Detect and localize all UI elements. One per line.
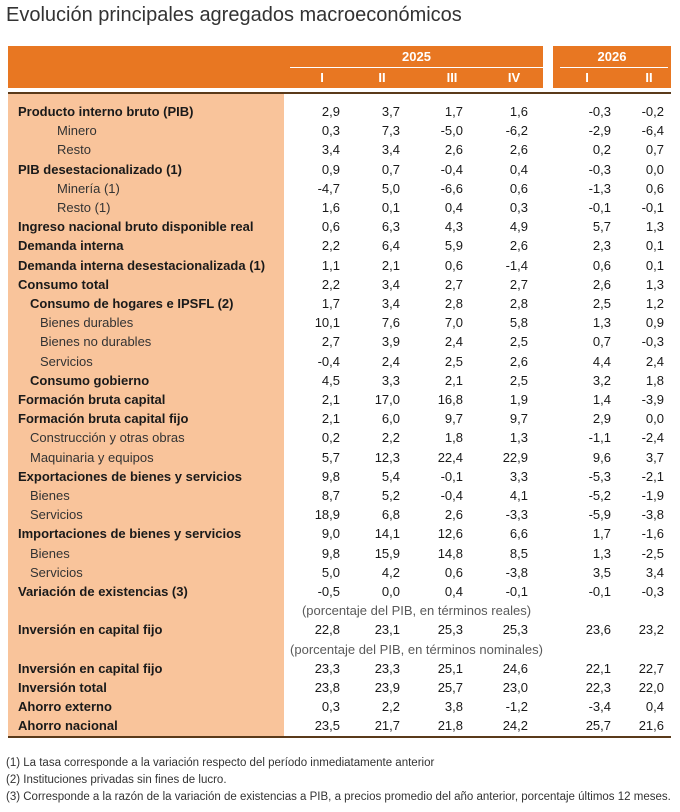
value-cell: -1,2: [505, 699, 528, 715]
table-row: [0, 620, 680, 639]
value-cell: 3,4: [381, 276, 400, 292]
value-cell: -0,3: [588, 104, 611, 119]
value-cell: 2,3: [592, 238, 611, 254]
value-cell: 2,1: [321, 411, 340, 427]
table-row: [0, 505, 680, 524]
value-cell: 23,3: [314, 660, 340, 676]
table-row: [0, 332, 680, 351]
table-row: [0, 582, 680, 601]
row-label: Inversión en capital fijo: [18, 660, 163, 676]
quarter-label-2025: I: [320, 70, 324, 85]
value-cell: 12,6: [437, 526, 463, 542]
value-cell: -4,7: [317, 180, 340, 196]
value-cell: -3,3: [505, 507, 528, 523]
value-cell: 3,5: [592, 564, 611, 580]
table-row: [0, 697, 680, 716]
value-cell: -2,1: [641, 468, 664, 484]
value-cell: 4,1: [509, 488, 528, 503]
footnote-2: (2) Instituciones privadas sin fines de lucro.: [6, 774, 227, 786]
value-cell: 1,1: [321, 257, 340, 273]
value-cell: -0,1: [641, 200, 664, 215]
footnote-1: (1) La tasa corresponde a la variación respecto del período inmediatamente anterior: [6, 757, 435, 769]
table-row: [0, 390, 680, 409]
row-label: Bienes no durables: [40, 334, 152, 350]
unit-note: (porcentaje del PIB, en términos nominales): [290, 641, 543, 657]
value-cell: 23,9: [374, 680, 400, 695]
row-label: Servicios: [40, 353, 93, 369]
value-cell: 8,7: [321, 488, 340, 503]
table-row: [0, 428, 680, 447]
value-cell: -2,5: [641, 545, 664, 561]
table-row: [0, 352, 680, 371]
value-cell: -1,9: [641, 488, 664, 503]
value-cell: 2,5: [509, 334, 528, 350]
value-cell: 0,6: [444, 564, 463, 580]
value-cell: 6,8: [381, 507, 400, 523]
value-cell: -1,3: [588, 180, 611, 196]
value-cell: 2,7: [444, 276, 463, 292]
value-cell: 5,4: [381, 468, 400, 484]
value-cell: 1,7: [321, 296, 340, 311]
table-row: [0, 524, 680, 543]
value-cell: 2,8: [444, 296, 463, 311]
quarter-label-2025: II: [378, 70, 386, 85]
value-cell: 6,0: [381, 411, 400, 427]
value-cell: -0,5: [317, 584, 340, 599]
value-cell: -0,1: [505, 584, 528, 599]
value-cell: 3,8: [444, 699, 463, 715]
value-cell: 0,4: [509, 161, 528, 177]
value-cell: 21,8: [437, 718, 463, 734]
row-label: Construcción y otras obras: [30, 430, 185, 446]
unit-note-row: [0, 601, 680, 620]
value-cell: 0,0: [645, 161, 664, 177]
value-cell: 17,0: [374, 392, 400, 407]
value-cell: 7,3: [381, 123, 400, 139]
value-cell: 24,2: [502, 718, 528, 734]
table-row: [0, 467, 680, 486]
value-cell: 1,8: [645, 372, 664, 388]
row-label: Minero: [57, 123, 97, 139]
row-label: Resto (1): [57, 200, 111, 215]
value-cell: -6,6: [440, 180, 463, 196]
top-separator: [8, 92, 671, 94]
value-cell: 3,4: [381, 296, 400, 311]
table-row: [0, 294, 680, 313]
row-label: Bienes durables: [40, 315, 134, 331]
quarter-label-2025: III: [446, 70, 458, 85]
row-label: Demanda interna: [18, 238, 124, 254]
value-cell: 2,4: [645, 353, 664, 369]
row-label: Maquinaria y equipos: [30, 449, 154, 465]
row-label: PIB desestacionalizado (1): [18, 161, 182, 177]
value-cell: 1,6: [321, 200, 340, 215]
row-label: Formación bruta capital fijo: [18, 411, 189, 427]
value-cell: 0,9: [321, 161, 340, 177]
value-cell: 4,3: [444, 219, 463, 235]
header-divider-2025: [290, 67, 543, 68]
table-row: [0, 198, 680, 217]
table-row: [0, 486, 680, 505]
value-cell: 6,4: [381, 238, 400, 254]
row-label: Exportaciones de bienes y servicios: [18, 468, 242, 484]
value-cell: 9,8: [321, 545, 340, 561]
value-cell: 1,3: [509, 430, 528, 446]
value-cell: 5,2: [381, 488, 400, 503]
value-cell: 2,5: [509, 372, 528, 388]
value-cell: 2,6: [509, 238, 528, 254]
table-row: [0, 678, 680, 697]
value-cell: 15,9: [374, 545, 400, 561]
value-cell: 2,1: [321, 392, 340, 407]
value-cell: 14,1: [374, 526, 400, 542]
table-row: [0, 217, 680, 236]
table-row: [0, 140, 680, 159]
value-cell: 23,5: [314, 718, 340, 734]
value-cell: -0,1: [440, 468, 463, 484]
value-cell: 0,1: [645, 257, 664, 273]
value-cell: 4,4: [592, 353, 611, 369]
row-label: Minería (1): [57, 180, 120, 196]
value-cell: -3,4: [588, 699, 611, 715]
value-cell: 0,4: [444, 584, 463, 599]
value-cell: -1,6: [641, 526, 664, 542]
value-cell: 0,2: [592, 142, 611, 158]
bottom-separator: [8, 736, 671, 738]
table-row: [0, 313, 680, 332]
value-cell: 12,3: [374, 449, 400, 465]
value-cell: 5,0: [381, 180, 400, 196]
header-divider-2026: [560, 67, 668, 68]
value-cell: 22,1: [585, 660, 611, 676]
value-cell: 23,2: [638, 622, 664, 638]
row-label: Ahorro externo: [18, 699, 112, 715]
value-cell: 4,5: [321, 372, 340, 388]
value-cell: -0,4: [317, 353, 340, 369]
row-label: Bienes: [30, 545, 70, 561]
row-label: Inversión total: [18, 680, 107, 695]
value-cell: 0,0: [381, 584, 400, 599]
row-label: Importaciones de bienes y servicios: [18, 526, 242, 542]
table-row: [0, 275, 680, 294]
value-cell: 1,2: [645, 296, 664, 311]
value-cell: -6,4: [641, 123, 664, 139]
value-cell: 3,9: [381, 334, 400, 350]
value-cell: -3,8: [641, 507, 664, 523]
table-row: [0, 256, 680, 275]
value-cell: 8,5: [509, 545, 528, 561]
year-2025-label: 2025: [402, 49, 431, 64]
value-cell: 2,5: [444, 353, 463, 369]
row-label: Consumo total: [18, 276, 109, 292]
value-cell: -3,8: [505, 564, 528, 580]
value-cell: 0,6: [645, 180, 664, 196]
table-row: [0, 409, 680, 428]
value-cell: 9,0: [321, 526, 340, 542]
row-label: Servicios: [30, 507, 83, 523]
value-cell: -5,2: [588, 488, 611, 503]
value-cell: 2,2: [321, 238, 340, 254]
value-cell: -5,3: [588, 468, 611, 484]
value-cell: 0,4: [645, 699, 664, 715]
value-cell: 7,6: [381, 315, 400, 331]
value-cell: 0,3: [321, 699, 340, 715]
value-cell: 18,9: [314, 507, 340, 523]
value-cell: 6,6: [509, 526, 528, 542]
value-cell: 0,7: [645, 142, 664, 158]
table-row: [0, 160, 680, 179]
footnote-3: (3) Corresponde a la razón de la variación de existencias a PIB, a precios promedio del año anterior, porcentaje últimos 12 meses.: [6, 791, 671, 803]
value-cell: 2,7: [321, 334, 340, 350]
value-cell: 22,8: [314, 622, 340, 638]
value-cell: 22,4: [437, 449, 463, 465]
value-cell: 16,8: [437, 392, 463, 407]
value-cell: 0,3: [321, 123, 340, 139]
row-label: Formación bruta capital: [18, 392, 166, 407]
value-cell: 22,0: [638, 680, 664, 695]
value-cell: 5,0: [321, 564, 340, 580]
table-row: [0, 448, 680, 467]
value-cell: 22,7: [638, 660, 664, 676]
row-label: Consumo gobierno: [30, 372, 150, 388]
table-row: [0, 544, 680, 563]
value-cell: 23,1: [374, 622, 400, 638]
value-cell: 3,3: [509, 468, 528, 484]
value-cell: 1,3: [645, 219, 664, 235]
table-row: [0, 659, 680, 678]
value-cell: 6,3: [381, 219, 400, 235]
value-cell: -0,1: [588, 200, 611, 215]
table-row: [0, 102, 680, 121]
value-cell: 5,9: [444, 238, 463, 254]
value-cell: 2,8: [509, 296, 528, 311]
value-cell: -0,3: [641, 334, 664, 350]
value-cell: 1,3: [592, 545, 611, 561]
value-cell: 1,9: [509, 392, 528, 407]
value-cell: 2,6: [444, 507, 463, 523]
row-label: Resto: [57, 142, 91, 158]
row-label: Ahorro nacional: [18, 718, 118, 734]
value-cell: 9,7: [509, 411, 528, 427]
value-cell: -2,4: [641, 430, 664, 446]
value-cell: 25,7: [585, 718, 611, 734]
value-cell: 0,6: [509, 180, 528, 196]
value-cell: 14,8: [437, 545, 463, 561]
value-cell: 2,6: [509, 353, 528, 369]
value-cell: -1,4: [505, 257, 528, 273]
value-cell: 0,6: [321, 219, 340, 235]
table-row: [0, 179, 680, 198]
value-cell: 21,6: [638, 718, 664, 734]
value-cell: 3,7: [381, 104, 400, 119]
row-label: Ingreso nacional bruto disponible real: [18, 219, 254, 235]
value-cell: 3,4: [381, 142, 400, 158]
value-cell: 2,6: [509, 142, 528, 158]
table-row: [0, 121, 680, 140]
row-label: Servicios: [30, 564, 83, 580]
table-row: [0, 371, 680, 390]
value-cell: 1,3: [592, 315, 611, 331]
value-cell: 1,3: [645, 276, 664, 292]
value-cell: -5,0: [440, 123, 463, 139]
value-cell: 2,9: [321, 104, 340, 119]
value-cell: 1,8: [444, 430, 463, 446]
page-title: Evolución principales agregados macroeconómicos: [6, 4, 462, 26]
value-cell: 1,7: [592, 526, 611, 542]
value-cell: -0,2: [641, 104, 664, 119]
row-label: Producto interno bruto (PIB): [18, 104, 194, 119]
value-cell: 0,6: [444, 257, 463, 273]
value-cell: 2,7: [509, 276, 528, 292]
value-cell: -3,9: [641, 392, 664, 407]
value-cell: 0,9: [645, 315, 664, 331]
row-label: Variación de existencias (3): [18, 584, 188, 599]
row-label: Inversión en capital fijo: [18, 622, 163, 638]
value-cell: 2,5: [592, 296, 611, 311]
value-cell: 3,3: [381, 372, 400, 388]
row-label: Consumo de hogares e IPSFL (2): [30, 296, 234, 311]
value-cell: 0,3: [509, 200, 528, 215]
value-cell: 9,6: [592, 449, 611, 465]
value-cell: 2,2: [381, 699, 400, 715]
value-cell: 10,1: [314, 315, 340, 331]
value-cell: 4,2: [381, 564, 400, 580]
value-cell: 7,0: [444, 315, 463, 331]
value-cell: 21,7: [374, 718, 400, 734]
value-cell: 0,4: [444, 200, 463, 215]
value-cell: 25,3: [502, 622, 528, 638]
value-cell: 2,2: [381, 430, 400, 446]
value-cell: 0,1: [645, 238, 664, 254]
year-2026-label: 2026: [597, 49, 627, 64]
value-cell: 1,6: [509, 104, 528, 119]
value-cell: 2,4: [381, 353, 400, 369]
value-cell: 2,6: [444, 142, 463, 158]
value-cell: 2,2: [321, 276, 340, 292]
value-cell: 23,0: [502, 680, 528, 695]
value-cell: 23,6: [585, 622, 611, 638]
unit-note-row: [0, 640, 680, 659]
value-cell: -0,1: [588, 584, 611, 599]
value-cell: 1,4: [592, 392, 611, 407]
value-cell: 3,4: [321, 142, 340, 158]
value-cell: 9,7: [444, 411, 463, 427]
value-cell: 3,7: [645, 449, 664, 465]
value-cell: 5,7: [321, 449, 340, 465]
row-label: Bienes: [30, 488, 70, 503]
row-label: Demanda interna desestacionalizada (1): [18, 257, 266, 273]
value-cell: 0,2: [321, 430, 340, 446]
quarter-label-2026: II: [645, 70, 653, 85]
table-row: [0, 563, 680, 582]
value-cell: 2,4: [444, 334, 463, 350]
value-cell: -0,3: [588, 161, 611, 177]
value-cell: -6,2: [505, 123, 528, 139]
quarter-label-2026: I: [585, 70, 589, 85]
value-cell: 25,3: [437, 622, 463, 638]
value-cell: 3,2: [592, 372, 611, 388]
value-cell: -0,4: [440, 488, 463, 503]
value-cell: -0,4: [440, 161, 463, 177]
value-cell: 25,1: [437, 660, 463, 676]
value-cell: 23,8: [314, 680, 340, 695]
value-cell: 25,7: [437, 680, 463, 695]
value-cell: 2,6: [592, 276, 611, 292]
value-cell: 22,3: [585, 680, 611, 695]
value-cell: 5,7: [592, 219, 611, 235]
value-cell: 0,7: [381, 161, 400, 177]
value-cell: 0,0: [645, 411, 664, 427]
value-cell: 5,8: [509, 315, 528, 331]
unit-note: (porcentaje del PIB, en términos reales): [301, 603, 532, 619]
value-cell: 24,6: [502, 660, 528, 676]
value-cell: 22,9: [502, 449, 528, 465]
value-cell: 0,1: [381, 200, 400, 215]
value-cell: 0,6: [592, 257, 611, 273]
value-cell: 4,9: [509, 219, 528, 235]
value-cell: 9,8: [321, 468, 340, 484]
value-cell: 2,1: [381, 257, 400, 273]
table-row: [0, 716, 680, 735]
value-cell: 3,4: [645, 564, 664, 580]
value-cell: 23,3: [374, 660, 400, 676]
value-cell: -1,1: [588, 430, 611, 446]
value-cell: -2,9: [588, 123, 611, 139]
value-cell: -5,9: [588, 507, 611, 523]
value-cell: -0,3: [641, 584, 664, 599]
value-cell: 2,1: [444, 372, 463, 388]
value-cell: 0,7: [592, 334, 611, 350]
table-row: [0, 236, 680, 255]
value-cell: 1,7: [444, 104, 463, 119]
quarter-label-2025: IV: [507, 70, 521, 85]
value-cell: 2,9: [592, 411, 611, 427]
